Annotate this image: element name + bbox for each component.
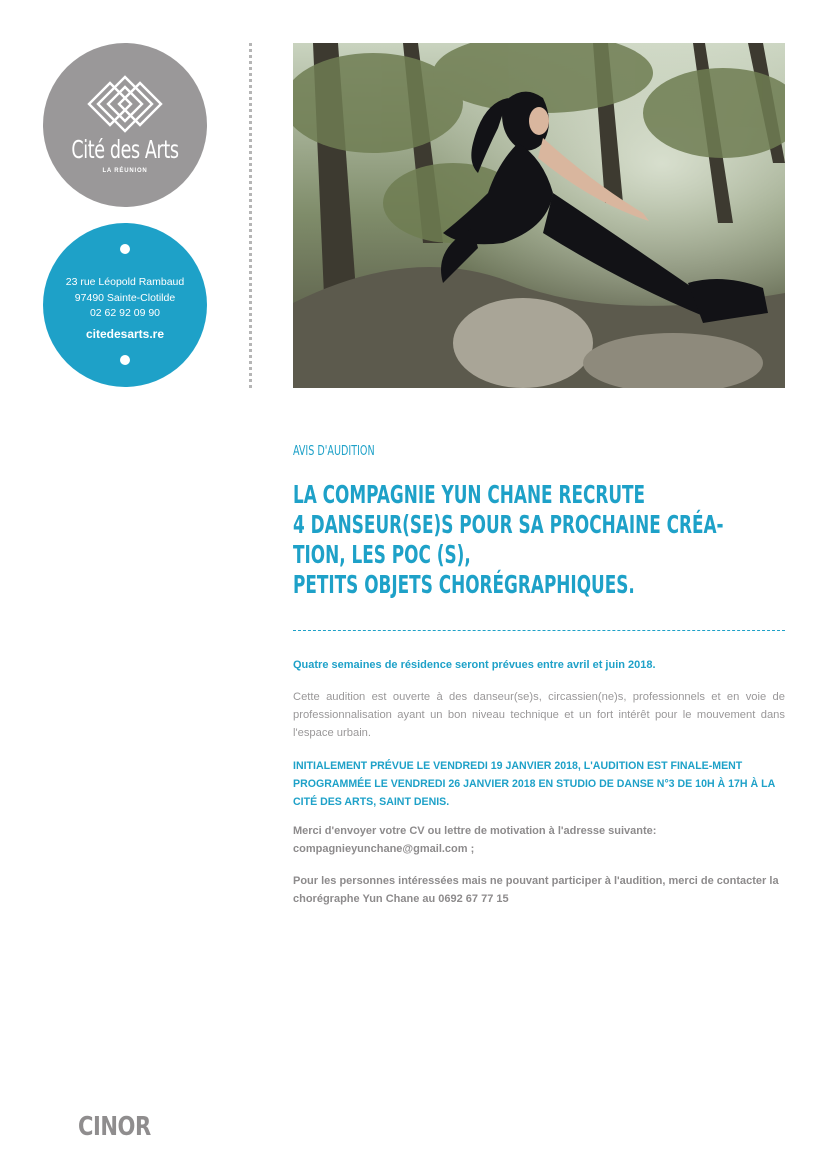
interlaced-diamonds-icon (80, 73, 170, 133)
address-city: 97490 Sainte-Clotilde (74, 291, 176, 304)
address-phone: 02 62 92 09 90 (89, 307, 161, 319)
dotted-divider (249, 43, 252, 388)
notice-headline (293, 480, 758, 600)
cv-paragraph (293, 822, 785, 858)
headline-line: LA COMPAGNIE YUN CHANE RECRUTE (293, 480, 646, 509)
contact-paragraph: Pour les personnes intéressées mais ne pouvant participer à l'audition, merci de contacter la chorégraphe Yun Chane au 0692 67 77 15 (293, 875, 779, 905)
website-link[interactable]: citedesarts.re (85, 327, 165, 341)
headline-line: 4 DANSEUR(SE)S POUR SA PROCHAINE CRÉA- (293, 510, 724, 539)
lead-paragraph: Quatre semaines de résidence seront prévues entre avril et juin 2018. (293, 659, 656, 671)
address-badge (43, 223, 207, 387)
schedule-paragraph: INITIALEMENT PRÉVUE LE VENDREDI 19 JANVIER 2018, L'AUDITION EST FINALE-MENT PROGRAMMÉE LE VENDREDI 26 JANVIER 2018 EN STUDIO DE DANSE N°3 DE 10H À 17H À LA CITÉ DES ARTS, SAINT DENIS. (293, 760, 775, 808)
body-paragraph: Cette audition est ouverte à des danseur(se)s, circassien(ne)s, professionnels et en voie de professionnalisation ayant un bon niveau technique et un fort intérêt pour le mouvement dans l'espace urbain. (293, 691, 785, 739)
address-street: 23 rue Léopold Rambaud (65, 276, 185, 288)
cv-instruction: Merci d'envoyer votre CV ou lettre de motivation à l'adresse suivante: (293, 825, 657, 837)
notice-kicker: AVIS D'AUDITION (293, 444, 375, 459)
dot-icon (120, 355, 130, 365)
dot-icon (120, 244, 130, 254)
dancer-in-forest-photo (293, 43, 785, 388)
logo-name: Cité des Arts (71, 135, 179, 164)
cinor-logo: CINOR (78, 1112, 151, 1142)
headline-line: PETITS OBJETS CHORÉGRAPHIQUES. (293, 570, 635, 599)
email-link[interactable]: compagnieyunchane@gmail.com ; (293, 843, 475, 855)
headline-line: TION, LES POC (S), (293, 540, 471, 569)
dashed-divider (293, 630, 785, 631)
logo-subtitle: LA RÉUNION (102, 168, 148, 174)
address-block (43, 275, 207, 322)
dancer-photo (293, 43, 785, 388)
cite-des-arts-logo (43, 43, 207, 207)
